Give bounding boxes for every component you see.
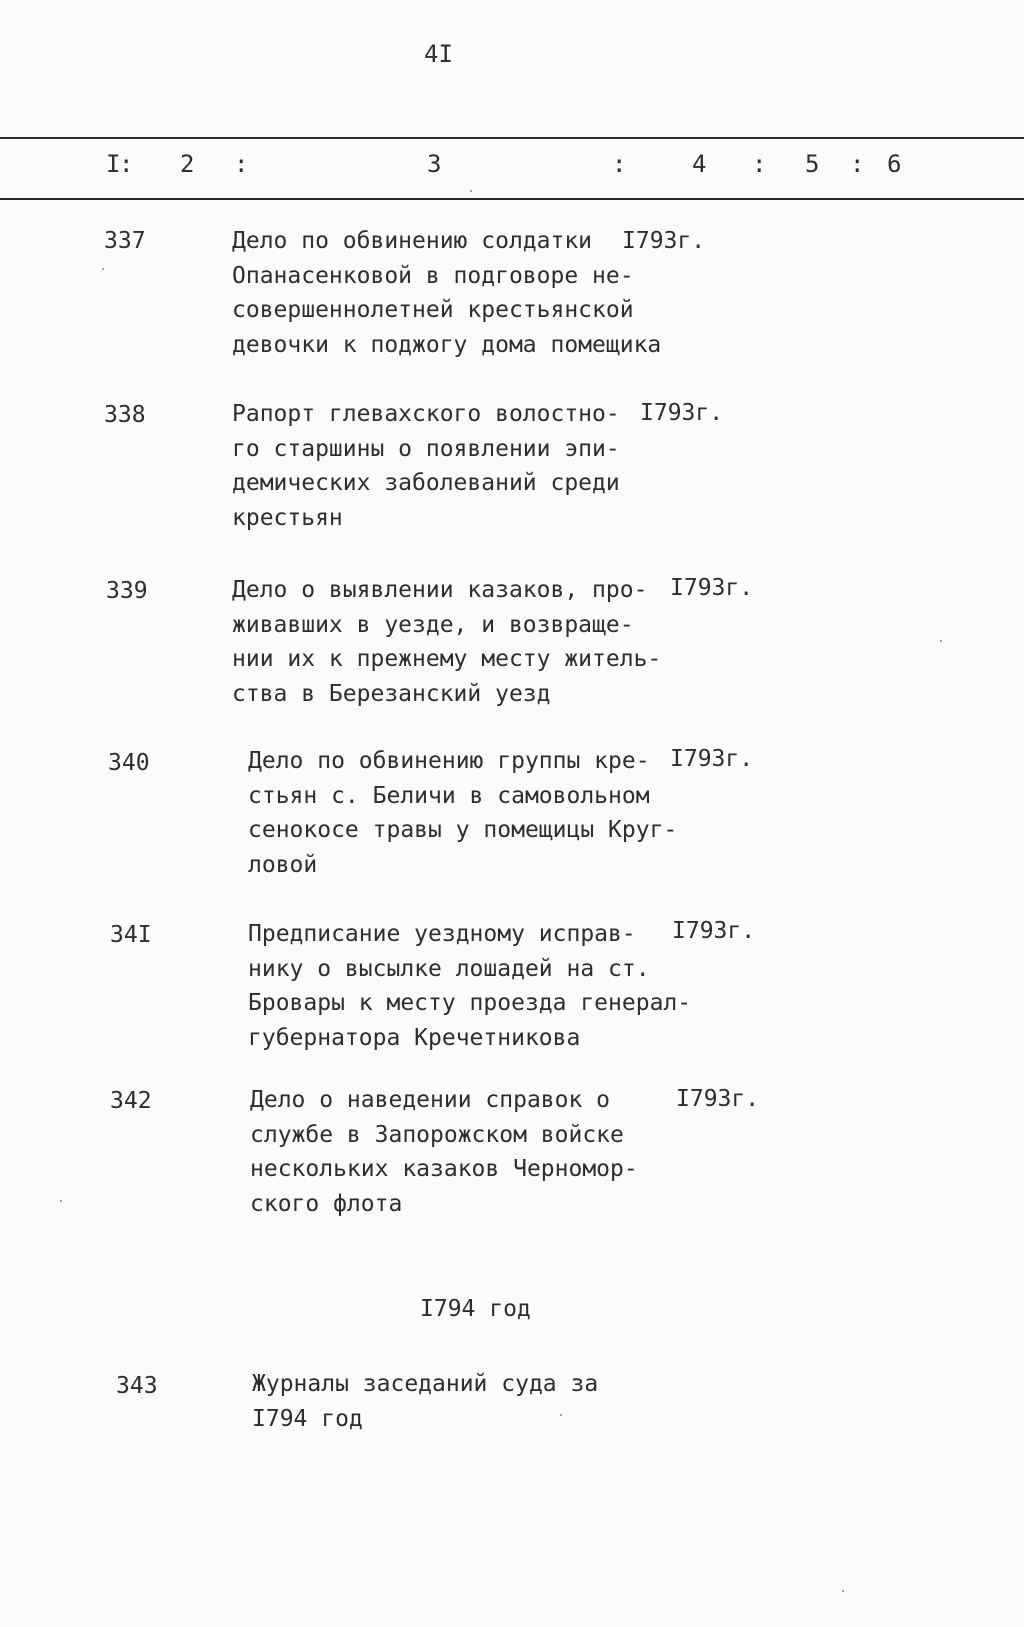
- entry-number-337: 337: [104, 228, 146, 254]
- entry-line: ства в Березанский уезд: [232, 680, 551, 707]
- entry-description-342: [250, 1083, 638, 1221]
- entry-line: го старшины о появлении эпи-: [232, 435, 620, 462]
- entry-line: нии их к прежнему месту житель-: [232, 646, 662, 672]
- entry-line: Опанасенковой в подговоре не-: [232, 262, 634, 289]
- entry-description-340: [248, 744, 677, 882]
- entry-description-341: [248, 917, 691, 1055]
- page-number: 4I: [424, 40, 453, 68]
- column-separator: :: [119, 150, 134, 178]
- column-5-header: 5: [805, 150, 820, 178]
- header-top-rule: [0, 137, 1024, 139]
- entry-line: службе в Запорожском войске: [250, 1121, 624, 1148]
- column-6-header: 6: [887, 150, 902, 178]
- column-3-header: 3: [427, 150, 442, 178]
- entry-number-338: 338: [104, 402, 146, 428]
- entry-line: крестьян: [232, 504, 343, 531]
- entry-description-337: [232, 224, 661, 362]
- paper-speck: [940, 640, 942, 642]
- paper-speck: [842, 1590, 844, 1592]
- entry-number-343: 343: [116, 1373, 158, 1399]
- paper-speck: [102, 268, 104, 270]
- entry-description-339: [232, 573, 661, 711]
- entry-line: I794 год: [252, 1405, 363, 1432]
- column-1-header: I: [106, 150, 121, 178]
- entry-line: Бровары к месту проезда генерал-: [248, 990, 692, 1016]
- entry-number-342: 342: [110, 1088, 152, 1114]
- entry-line: ловой: [248, 851, 318, 878]
- entry-line: демических заболеваний среди: [232, 470, 620, 496]
- paper-speck: [560, 1414, 562, 1416]
- entry-description-343: [252, 1367, 598, 1436]
- entry-line: Дело о наведении справок о: [250, 1087, 611, 1113]
- entry-date-337: I793г.: [622, 228, 706, 254]
- entry-number-339: 339: [106, 578, 148, 604]
- entry-line: Дело о выявлении казаков, про-: [232, 577, 648, 603]
- entry-line: Рапорт глевахского волостно-: [232, 401, 620, 427]
- entry-line: ского флота: [250, 1190, 403, 1217]
- column-separator: :: [234, 150, 249, 178]
- entry-line: нескольких казаков Черномор-: [250, 1156, 638, 1182]
- entry-line: Журналы заседаний суда за: [252, 1371, 599, 1397]
- entry-date-340: I793г.: [670, 746, 754, 772]
- column-separator: :: [850, 150, 865, 178]
- entry-date-342: I793г.: [676, 1086, 760, 1112]
- paper-speck: [60, 1200, 62, 1202]
- column-separator: :: [612, 150, 627, 178]
- entry-date-338: I793г.: [640, 400, 724, 426]
- entry-date-339: I793г.: [670, 575, 754, 601]
- year-heading: I794 год: [420, 1296, 531, 1322]
- entry-line: девочки к поджогу дома помещика: [232, 331, 662, 358]
- entry-line: Предписание уездному исправ-: [248, 921, 636, 947]
- entry-line: Дело по обвинению группы кре-: [248, 748, 650, 774]
- header-bottom-rule: [0, 198, 1024, 200]
- paper-speck: [470, 190, 472, 192]
- entry-line: Дело по обвинению солдатки: [232, 228, 593, 254]
- entry-line: стьян с. Беличи в самовольном: [248, 782, 650, 809]
- entry-line: губернатора Кречетникова: [248, 1024, 581, 1051]
- entry-date-341: I793г.: [672, 918, 756, 944]
- entry-line: сенокосе травы у помещицы Круг-: [248, 817, 678, 843]
- entry-number-341: 34I: [110, 922, 152, 948]
- entry-number-340: 340: [108, 750, 150, 776]
- column-separator: :: [752, 150, 767, 178]
- entry-line: живавших в уезде, и возвраще-: [232, 611, 634, 638]
- column-4-header: 4: [692, 150, 707, 178]
- entry-line: совершеннолетней крестьянской: [232, 297, 634, 323]
- entry-line: нику о высылке лошадей на ст.: [248, 955, 650, 982]
- column-2-header: 2: [180, 150, 195, 178]
- entry-description-338: [232, 397, 620, 535]
